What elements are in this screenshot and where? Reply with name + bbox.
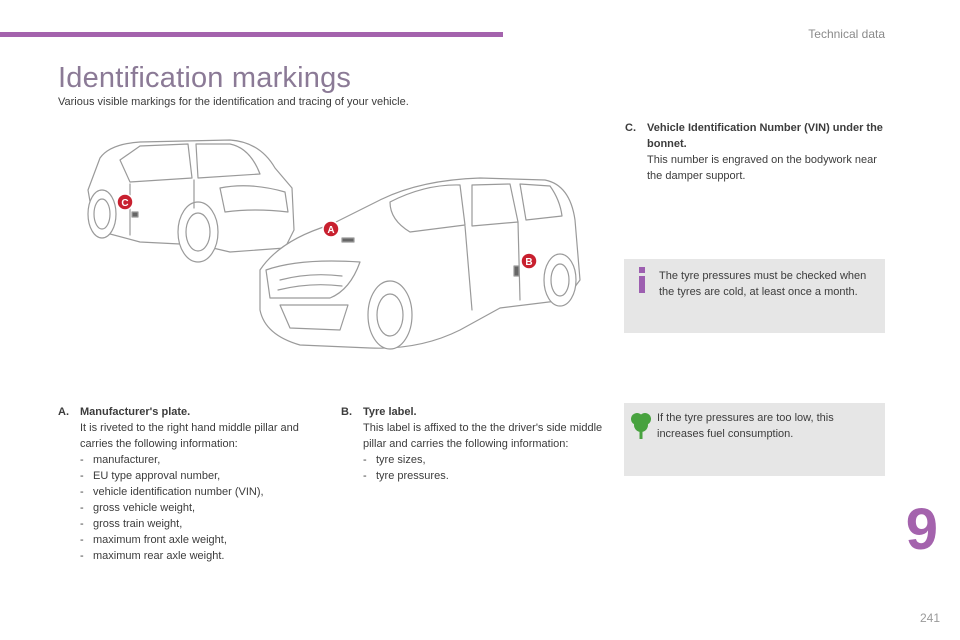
list-item: - EU type approval number, bbox=[80, 468, 308, 484]
marker-c-label: C bbox=[121, 198, 129, 209]
item-a-block bbox=[58, 404, 308, 564]
info-icon bbox=[636, 267, 648, 293]
item-a-letter: A. bbox=[58, 406, 69, 418]
list-item: - maximum front axle weight, bbox=[80, 532, 308, 548]
vehicle-illustration bbox=[80, 130, 600, 380]
eco-note-text: If the tyre pressures are too low, this increases fuel consumption. bbox=[657, 412, 834, 440]
item-b-letter: B. bbox=[341, 406, 352, 418]
header-accent-bar bbox=[0, 32, 503, 37]
info-note-text: The tyre pressures must be checked when the tyres are cold, at least once a month. bbox=[659, 270, 867, 298]
list-item: - gross vehicle weight, bbox=[80, 500, 308, 516]
item-c-block bbox=[625, 120, 895, 184]
list-item: - maximum rear axle weight. bbox=[80, 548, 308, 564]
item-a-list bbox=[80, 452, 308, 564]
list-item: - tyre sizes, bbox=[363, 452, 603, 468]
chapter-number: 9 bbox=[905, 497, 938, 562]
intro-text: Various visible markings for the identification and tracing of your vehicle. bbox=[58, 96, 409, 108]
page-title: Identification markings bbox=[58, 62, 352, 94]
item-b-block bbox=[341, 404, 603, 484]
item-c-text: This number is engraved on the bodywork near the damper support. bbox=[647, 154, 877, 182]
list-item: - vehicle identification number (VIN), bbox=[80, 484, 308, 500]
item-a-heading: Manufacturer's plate. bbox=[80, 406, 191, 418]
section-title: Technical data bbox=[808, 27, 885, 41]
list-item: - tyre pressures. bbox=[363, 468, 603, 484]
item-a-text: It is riveted to the right hand middle pillar and carries the following information: bbox=[80, 422, 299, 450]
page-number: 241 bbox=[919, 611, 940, 625]
info-note bbox=[624, 259, 885, 333]
item-c-letter: C. bbox=[625, 122, 636, 134]
marker-a bbox=[323, 221, 339, 237]
item-b-list bbox=[363, 452, 603, 484]
item-b-heading: Tyre label. bbox=[363, 406, 417, 418]
item-b-text: This label is affixed to the the driver's side middle pillar and carries the following information: bbox=[363, 422, 603, 450]
list-item: - gross train weight, bbox=[80, 516, 308, 532]
list-item: - manufacturer, bbox=[80, 452, 308, 468]
item-c-heading: Vehicle Identification Number (VIN) under the bonnet. bbox=[647, 122, 883, 150]
marker-a-label: A bbox=[327, 225, 335, 236]
marker-b-label: B bbox=[525, 257, 533, 268]
marker-b bbox=[521, 253, 537, 269]
tree-icon bbox=[630, 411, 652, 439]
marker-c bbox=[117, 194, 133, 210]
eco-note bbox=[624, 403, 885, 476]
